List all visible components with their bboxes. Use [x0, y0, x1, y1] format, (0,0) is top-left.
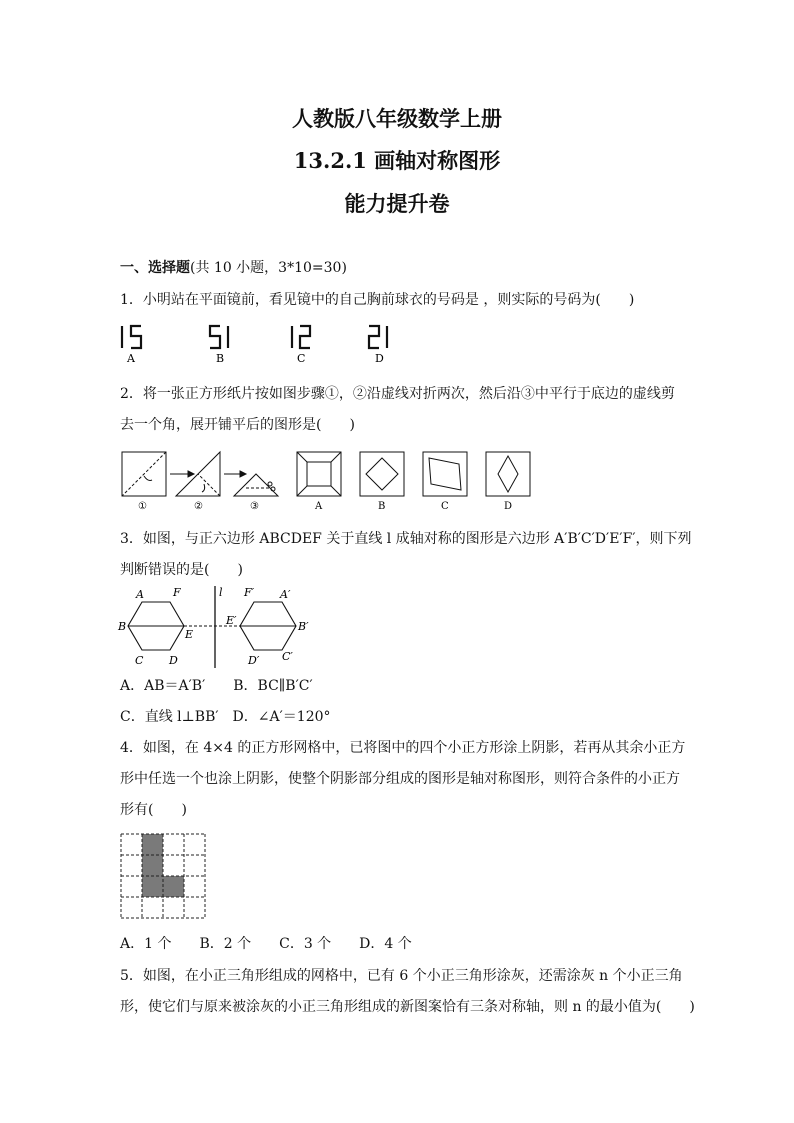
q4-line3: 形有( ) — [120, 802, 187, 818]
q3-label-Dp: D′ — [248, 654, 260, 667]
q2-line2: 去一个角，展开铺平后的图形是( ) — [120, 417, 355, 433]
q4-shaded-cell — [142, 855, 163, 876]
q1-label-a: A — [127, 352, 135, 365]
q3-line2: 判断错误的是( ) — [120, 562, 243, 578]
q2-step-3-label: ③ — [250, 501, 259, 512]
q4-line2: 形中任选一个也涂上阴影，使整个阴影部分组成的图形是轴对称图形，则符合条件的小正方 — [120, 771, 680, 787]
q1-option-a-glyph — [122, 326, 141, 348]
q2-option-d-label: D — [504, 501, 513, 512]
section-heading — [120, 258, 347, 278]
q2-step-2-label: ② — [194, 501, 203, 512]
section-note: (共 10 小题，3*10=30) — [190, 260, 347, 276]
q4-shaded-cell — [142, 834, 163, 855]
q2-step-1-label: ① — [138, 501, 147, 512]
q3-line1: 3．如图，与正六边形 ABCDEF 关于直线 l 成轴对称的图形是六边形 A′B′C′D′E′F′，则下列 — [120, 531, 692, 547]
q2-line1: 2．将一张正方形纸片按如图步骤①，②沿虚线对折两次，然后沿③中平行于底边的虚线剪 — [120, 386, 675, 402]
q3-label-Bp: B′ — [298, 620, 309, 633]
q3-label-E: E — [185, 628, 194, 641]
q5-line2: 形，使它们与原来被涂灰的小正三角形组成的新图案恰有三条对称轴，则 n 的最小值为( ) — [120, 999, 695, 1015]
doc-title-line3: 能力提升卷 — [344, 191, 450, 216]
q3-options-row1: A．AB＝A′B′ B．BC∥B′C′ — [120, 678, 313, 694]
doc-title-line2: 13.2.1 画轴对称图形 — [293, 148, 501, 173]
q3-label-F: F — [173, 586, 181, 599]
q3-options-row2: C．直线 l⊥BB′ D．∠A′＝120° — [120, 709, 331, 725]
q4-shaded-cell — [163, 876, 184, 897]
q3-label-Fp: F′ — [244, 586, 255, 599]
q3-label-Ap: A′ — [280, 588, 291, 601]
section-title: 一、选择题 — [120, 260, 190, 276]
q3-hexagon-figure — [118, 584, 328, 670]
q1-option-d-glyph — [369, 326, 387, 348]
q3-label-Ep: E′ — [226, 614, 237, 627]
q1-option-b-glyph — [210, 326, 228, 348]
q4-line1: 4．如图，在 4×4 的正方形网格中，已将图中的四个小正方形涂上阴影，若再从其余小正方 — [120, 740, 686, 756]
q2-option-b-label: B — [378, 501, 386, 512]
q3-axis-label: l — [219, 586, 223, 599]
q2-figure — [120, 448, 540, 514]
q3-label-A: A — [136, 588, 144, 601]
q3-label-Cp: C′ — [282, 650, 293, 663]
q3-label-D: D — [169, 654, 178, 667]
q2-option-c-label: C — [441, 501, 449, 512]
q1-options-figure — [114, 322, 414, 366]
q4-grid-figure — [120, 833, 206, 919]
q1-option-c-glyph — [292, 326, 310, 348]
q4-shaded-cell — [142, 876, 163, 897]
doc-title-line1: 人教版八年级数学上册 — [292, 106, 502, 131]
q5-line1: 5．如图，在小正三角形组成的网格中，已有 6 个小正三角形涂灰，还需涂灰 n 个小正三角 — [120, 968, 683, 984]
q1-label-b: B — [216, 352, 225, 365]
q1-label-c: C — [297, 352, 306, 365]
q2-option-a-label: A — [315, 501, 323, 512]
q1-label-d: D — [375, 352, 384, 365]
q1-text: 1．小明站在平面镜前，看见镜中的自己胸前球衣的号码是 ，则实际的号码为( ) — [120, 292, 635, 308]
q4-options: A．1 个 B．2 个 C．3 个 D．4 个 — [120, 936, 412, 952]
q3-label-C: C — [135, 654, 144, 667]
q3-label-B: B — [118, 620, 127, 633]
